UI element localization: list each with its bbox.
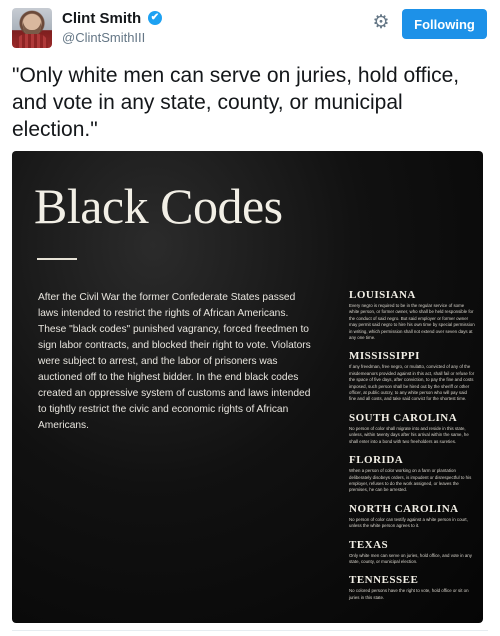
code-entry <box>349 539 479 566</box>
following-button[interactable]: Following <box>402 9 487 39</box>
avatar-face <box>23 14 41 36</box>
code-entry <box>349 412 479 445</box>
state-law-text: Only white men can serve on juries, hold office, and vote in any state, county, or municipal election. <box>349 552 472 564</box>
state-law-text: If any freedman, free negro, or mulatto, convicted of any of the misdemeanors provided against in this act, shall fail or refuse for the space of five days, after conviction, to pay the fine and costs imposed, such person shall be hired out by the sheriff or other officer, at public outcry, to any white person who will pay said fine and all costs, and take said convict for the shortest time. <box>349 364 475 402</box>
state-law-text: No person of color shall migrate into and reside in this state, unless, within twenty days after his arrival within the same, he shall enter into a bond with two freeholders as sureties. <box>349 425 469 444</box>
verified-icon: ✔ <box>148 11 162 25</box>
state-name: FLORIDA <box>349 454 404 467</box>
tweet-photo[interactable] <box>12 151 483 623</box>
state-name: SOUTH CAROLINA <box>349 411 458 424</box>
tweet-divider <box>12 630 488 631</box>
state-name: MISSISSIPPI <box>349 350 420 363</box>
state-name: TEXAS <box>349 538 389 551</box>
state-law-text: No person of color can testify against a white person in court, unless the white person agrees to it. <box>349 516 468 529</box>
code-entry <box>349 574 479 601</box>
code-entry <box>349 289 479 341</box>
state-law-text: When a person of color working on a farm or plantation deliberately disobeys orders, is impudent or disrespectful to his employer, refuses to do the work assigned, or leaves the premises, he can be arrested. <box>349 468 472 493</box>
state-law-text: Every negro is required to be in the regular service of some white person, or former owner, who shall be held responsible for the conduct of said negro. But said employer or former owner may permit said negro to hire his own time by special permission in writing, which permission shall not extend over seven days at any one time. <box>349 303 475 341</box>
code-entry <box>349 350 479 402</box>
state-name: LOUISIANA <box>349 289 416 301</box>
photo-intro-text: After the Civil War the former Confederate States passed laws intended to restrict the rights of African Americans. These "black codes" punished vagrancy, forced freedmen to sign labor contracts, and blocked their right to vote. Violators were subject to arrest, and the labor of prisoners was auctioned off to the highest bidder. In the end black codes created an oppressive system of customs and laws intended to tightly restrict the civic and economic rights of African Americans. <box>38 292 311 431</box>
gear-icon[interactable]: ⚙ <box>372 12 390 33</box>
title-divider <box>37 258 77 260</box>
state-name: NORTH CAROLINA <box>349 502 459 515</box>
author-handle[interactable]: @ClintSmithIII <box>62 30 146 45</box>
author-name[interactable]: Clint Smith <box>62 10 142 27</box>
tweet-text: "Only white men can serve on juries, hold office, and vote in any state, county, or municipal election." <box>12 64 460 141</box>
state-codes-list <box>349 289 479 610</box>
state-law-text: No colored persons have the right to vote, hold office or sit on juries in this state. <box>349 588 469 600</box>
avatar[interactable] <box>12 8 52 48</box>
code-entry <box>349 503 479 530</box>
photo-title: Black Codes <box>34 178 283 234</box>
tweet-header <box>0 0 500 60</box>
code-entry <box>349 454 479 494</box>
avatar-shirt <box>16 34 48 48</box>
state-name: TENNESSEE <box>349 574 419 587</box>
